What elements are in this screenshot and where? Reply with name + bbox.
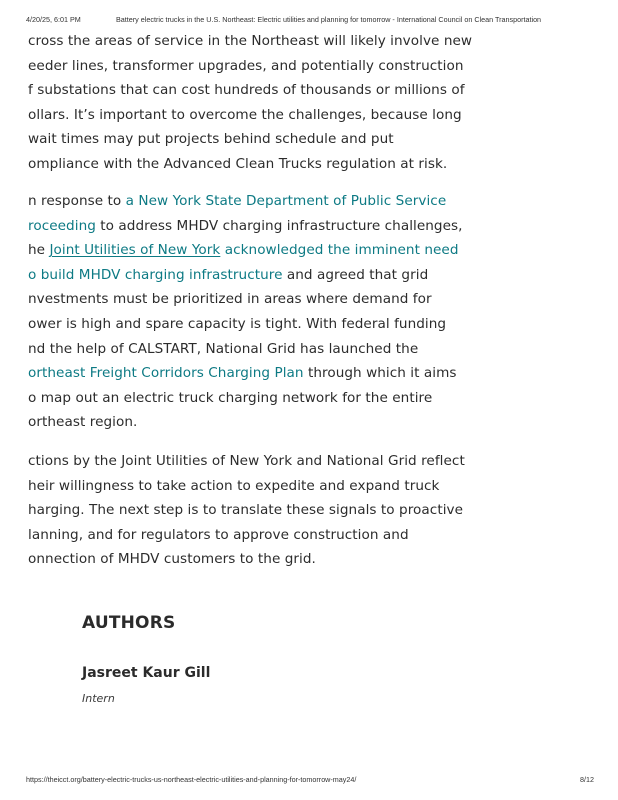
text-line: [28, 315, 446, 333]
text-span: eeder lines, transformer upgrades, and potentially construction: [28, 57, 464, 74]
text-line: [28, 290, 432, 308]
text-span: he: [28, 242, 50, 259]
text-line: [28, 340, 418, 358]
page-number: 8/12: [580, 775, 594, 784]
text-span: ortheast region.: [28, 414, 138, 431]
print-url: https://theicct.org/battery-electric-trucks-us-northeast-electric-utilities-and-planning-for-tomorrow-may24/: [26, 775, 357, 784]
text-line: [28, 192, 446, 210]
text-line: [28, 526, 409, 544]
text-span: n response to: [28, 193, 126, 209]
text-span: nd the help of CALSTART, National Grid has launched the: [28, 340, 419, 357]
text-span: wait times may put projects behind schedule and put: [28, 131, 394, 148]
text-line: [28, 389, 432, 407]
text-line: [28, 32, 472, 50]
text-line: [28, 550, 316, 568]
text-line: [28, 155, 447, 173]
print-page-title: Battery electric trucks in the U.S. Northeast: Electric utilities and planning for tomorrow - International Council on Clean Transportation: [116, 15, 542, 24]
text-span: ctions by the Joint Utilities of New York and National Grid reflect: [28, 453, 465, 469]
text-span: onnection of MHDV customers to the grid.: [28, 551, 316, 568]
inline-link[interactable]: roceeding: [28, 217, 96, 234]
article-body: [0, 29, 618, 589]
text-line: [28, 81, 465, 99]
text-span: ollars. It’s important to overcome the challenges, because long: [28, 106, 462, 123]
inline-link[interactable]: a New York State Department of Public Service: [125, 193, 447, 209]
text-line: [28, 130, 394, 148]
inline-link[interactable]: o build MHDV charging infrastructure: [28, 266, 283, 283]
inline-link[interactable]: acknowledged the imminent need: [224, 242, 459, 259]
text-line: [28, 57, 464, 75]
text-span: nvestments must be prioritized in areas where demand for: [28, 291, 432, 308]
print-header: [26, 15, 594, 27]
text-line: [28, 413, 137, 431]
text-line: [28, 217, 463, 235]
print-footer: [26, 775, 594, 787]
text-span: to address MHDV charging infrastructure challenges,: [95, 217, 463, 234]
text-line: [28, 452, 465, 470]
text-span: ompliance with the Advanced Clean Trucks regulation at risk.: [28, 156, 448, 172]
text-span: f substations that can cost hundreds of thousands or millions of: [28, 82, 465, 99]
text-span: ower is high and spare capacity is tight. With federal funding: [28, 316, 447, 332]
text-span: o map out an electric truck charging network for the entire: [28, 389, 433, 406]
text-span: lanning, and for regulators to approve construction and: [28, 526, 409, 543]
text-line: [28, 106, 462, 124]
text-line: [28, 477, 439, 495]
text-span: harging. The next step is to translate these signals to proactive: [28, 502, 464, 519]
inline-link[interactable]: ortheast Freight Corridors Charging Plan: [28, 365, 304, 382]
text-line: [28, 241, 459, 259]
text-span: through which it aims: [303, 365, 457, 382]
text-line: [28, 266, 428, 284]
authors-heading: AUTHORS: [82, 613, 176, 633]
text-span: and agreed that grid: [282, 266, 429, 283]
print-timestamp: 4/20/25, 6:01 PM: [26, 15, 81, 24]
author-name[interactable]: Jasreet Kaur Gill: [82, 665, 211, 681]
text-span: cross the areas of service in the Northeast will likely involve new: [28, 33, 473, 49]
text-span: heir willingness to take action to expedite and expand truck: [28, 477, 440, 494]
text-line: [28, 364, 457, 382]
inline-link[interactable]: Joint Utilities of New York: [49, 242, 221, 259]
author-role: Intern: [82, 692, 115, 705]
text-line: [28, 501, 463, 519]
